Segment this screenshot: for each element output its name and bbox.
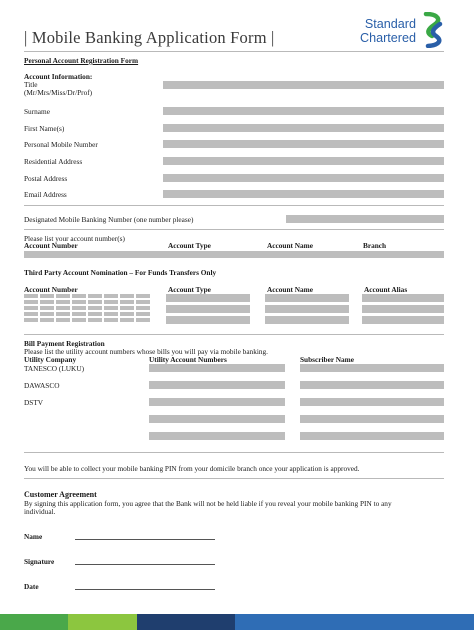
subscriber-name-field-2[interactable]: [300, 381, 444, 389]
mobile-number-field[interactable]: [163, 140, 444, 148]
account-information-heading: Account Information:: [24, 72, 93, 81]
header-divider: [24, 51, 444, 52]
standard-chartered-logo-icon: [420, 12, 446, 48]
footer-band-navy: [137, 614, 235, 630]
divider: [24, 478, 444, 479]
footer-band-light-green: [68, 614, 137, 630]
page-title: | Mobile Banking Application Form |: [24, 28, 275, 47]
divider: [24, 229, 444, 230]
utility-account-field-3[interactable]: [149, 398, 285, 406]
email-address-label: Email Address: [24, 190, 67, 199]
utility-company-dawasco: DAWASCO: [24, 381, 60, 390]
third-party-type-field-3[interactable]: [166, 316, 250, 324]
divider: [24, 452, 444, 453]
customer-agreement-text-line2: individual.: [24, 507, 56, 516]
utility-company-dstv: DSTV: [24, 398, 44, 407]
customer-agreement-title: Customer Agreement: [24, 490, 97, 499]
section-title-personal: Personal Account Registration Form: [24, 56, 139, 65]
third-party-title: Third Party Account Nomination – For Funds Transfers Only: [24, 268, 217, 277]
customer-agreement-text-line1: By signing this application form, you agree that the Bank will not be held liable if you reveal your mobile banking PIN to any: [24, 499, 392, 508]
mobile-number-label: Personal Mobile Number: [24, 140, 98, 149]
accounts-instruction: Please list your account number(s): [24, 234, 125, 243]
third-party-col-account-type: Account Type: [168, 285, 211, 294]
designated-number-label: Designated Mobile Banking Number (one number please): [24, 215, 194, 224]
footer-band-blue: [235, 614, 474, 630]
col-account-type: Account Type: [168, 241, 211, 250]
third-party-col-account-alias: Account Alias: [364, 285, 408, 294]
utility-account-field-5[interactable]: [149, 432, 285, 440]
third-party-name-field-1[interactable]: [265, 294, 349, 302]
utility-account-field-2[interactable]: [149, 381, 285, 389]
third-party-type-field-2[interactable]: [166, 305, 250, 313]
bill-payment-instruction: Please list the utility account numbers whose bills you will pay via mobile banking.: [24, 347, 269, 356]
subscriber-name-field-4[interactable]: [300, 415, 444, 423]
title-label: Title: [24, 80, 38, 89]
residential-address-label: Residential Address: [24, 157, 83, 166]
third-party-type-field-1[interactable]: [166, 294, 250, 302]
col-branch: Branch: [363, 241, 387, 250]
signature-label: Signature: [24, 557, 55, 566]
divider: [24, 334, 444, 335]
utility-account-field-4[interactable]: [149, 415, 285, 423]
subscriber-name-field-3[interactable]: [300, 398, 444, 406]
brand-name-line2: Chartered: [359, 31, 416, 45]
name-signature-line[interactable]: [75, 539, 215, 540]
third-party-alias-field-2[interactable]: [362, 305, 444, 313]
surname-label: Surname: [24, 107, 50, 116]
third-party-account-number-cells[interactable]: [24, 294, 150, 323]
footer-band-green: [0, 614, 68, 630]
col-account-number: Account Number: [24, 241, 78, 250]
first-names-field[interactable]: [163, 124, 444, 132]
utility-account-field-1[interactable]: [149, 364, 285, 372]
col-utility-company: Utility Company: [24, 355, 77, 364]
title-field[interactable]: [163, 81, 444, 89]
col-utility-account-numbers: Utility Account Numbers: [149, 355, 227, 364]
third-party-col-account-number: Account Number: [24, 285, 78, 294]
brand-name: [350, 17, 416, 45]
subscriber-name-field-5[interactable]: [300, 432, 444, 440]
col-subscriber-name: Subscriber Name: [300, 355, 354, 364]
designated-number-field[interactable]: [286, 215, 444, 223]
utility-company-tanesco: TANESCO (LUKU): [24, 364, 85, 373]
title-options: (Mr/Mrs/Miss/Dr/Prof): [24, 88, 93, 97]
bill-payment-title: Bill Payment Registration: [24, 339, 105, 348]
third-party-col-account-name: Account Name: [267, 285, 314, 294]
pin-collection-note: You will be able to collect your mobile banking PIN from your domicile branch once your application is approved.: [24, 464, 360, 473]
third-party-name-field-3[interactable]: [265, 316, 349, 324]
first-names-label: First Name(s): [24, 124, 65, 133]
residential-address-field[interactable]: [163, 157, 444, 165]
signature-line[interactable]: [75, 564, 215, 565]
third-party-alias-field-3[interactable]: [362, 316, 444, 324]
postal-address-label: Postal Address: [24, 174, 68, 183]
third-party-alias-field-1[interactable]: [362, 294, 444, 302]
account-row-field[interactable]: [24, 251, 444, 258]
name-label: Name: [24, 532, 43, 541]
third-party-name-field-2[interactable]: [265, 305, 349, 313]
brand-name-line1: Standard: [364, 17, 416, 31]
col-account-name: Account Name: [267, 241, 314, 250]
surname-field[interactable]: [163, 107, 444, 115]
date-label: Date: [24, 582, 39, 591]
date-line[interactable]: [75, 589, 215, 590]
postal-address-field[interactable]: [163, 174, 444, 182]
email-address-field[interactable]: [163, 190, 444, 198]
subscriber-name-field-1[interactable]: [300, 364, 444, 372]
divider: [24, 205, 444, 206]
